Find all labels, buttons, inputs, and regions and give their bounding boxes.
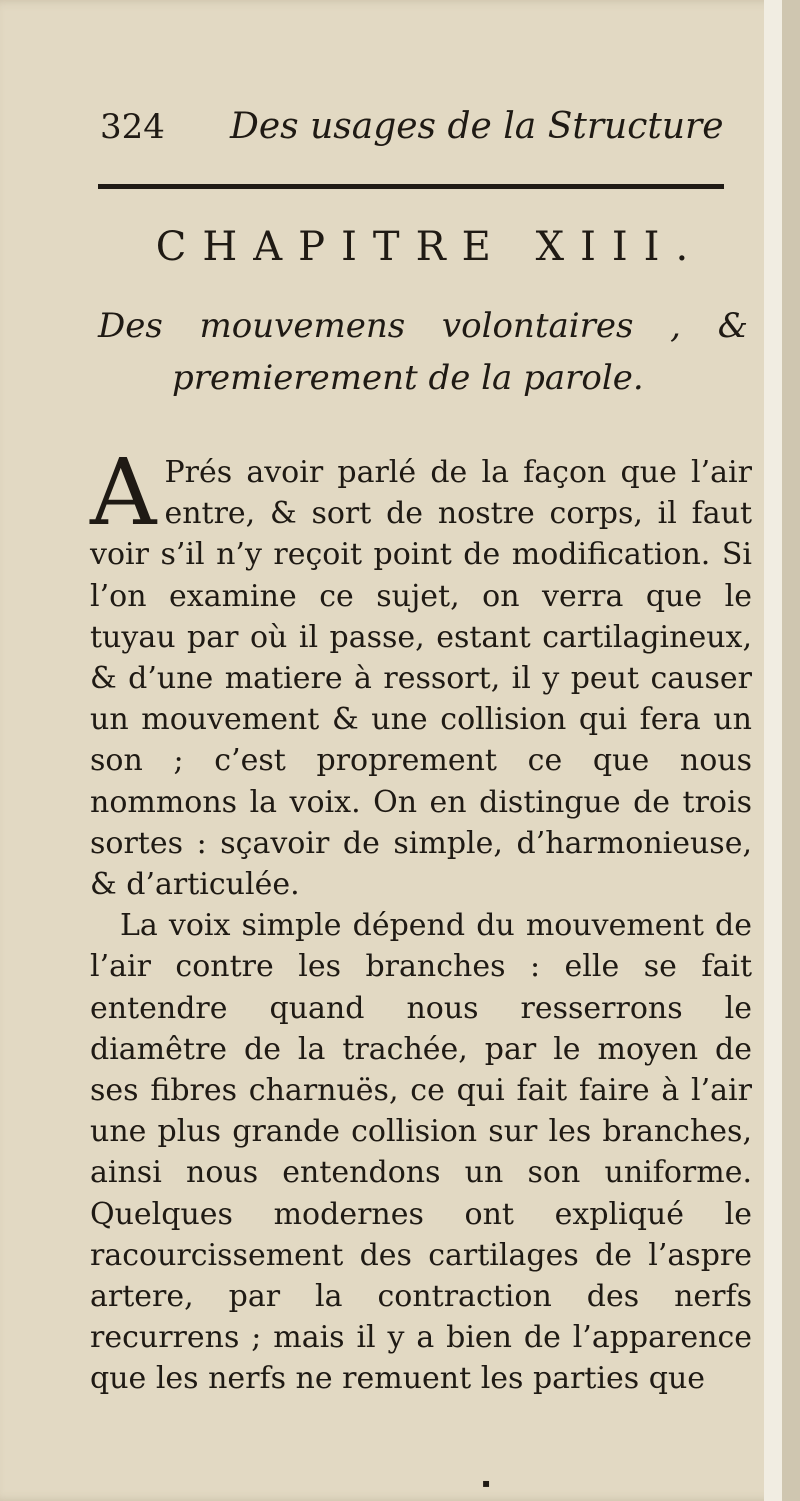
chapter-subtitle [98, 300, 748, 404]
paragraph [90, 439, 752, 905]
paragraph-text: Prés avoir parlé de la façon que l’air entre, & sort de nostre corps, il faut voir s’il n’y reçoit point de modification. Si l’on examine ce sujet, on verra que le tuyau par où il passe, estant cartilagineux, & d’une matiere à ressort, il y peut causer un mouvement & une collision qui fera un son ; c’est proprement ce que nous nommons la voix. On en distingue de trois sortes : sçavoir de simple, d’harmonieuse, & d’articulée. [90, 455, 752, 903]
subtitle-word: Des [98, 306, 163, 346]
page-mark: ▪ [482, 1476, 491, 1490]
subtitle-word: & [717, 306, 748, 346]
running-title: Des usages de la Structure [230, 106, 724, 147]
subtitle-word: mouvemens [199, 306, 406, 346]
subtitle-word: volontaires [441, 306, 634, 346]
body-text [90, 439, 752, 1400]
subtitle-word: , [670, 306, 681, 346]
page-edge [764, 0, 782, 1501]
chapter-subtitle-line-2: premierement de la parole. [172, 358, 644, 398]
chapter-subtitle-line-1 [98, 300, 748, 352]
page-number: 324 [100, 107, 165, 147]
drop-cap: A [90, 439, 157, 546]
header-rule [98, 184, 724, 189]
chapter-heading: CHAPITRE XIII. [155, 224, 705, 270]
running-header [100, 100, 740, 160]
paragraph: La voix simple dépend du mouvement de l’air contre les branches : elle se fait entendre quand nous resserrons le diamêtre de la trachée, par le moyen de ses fibres charnuës, ce qui fait faire à l’air une plus grande collision sur les branches, ainsi nous entendons un son uniforme. Quelques modernes ont expliqué le racourcissement des cartilages de l’aspre artere, par la contraction des nerfs recurrens ; mais il y a bien de l’apparence que les nerfs ne remuent les parties que [90, 908, 752, 1397]
